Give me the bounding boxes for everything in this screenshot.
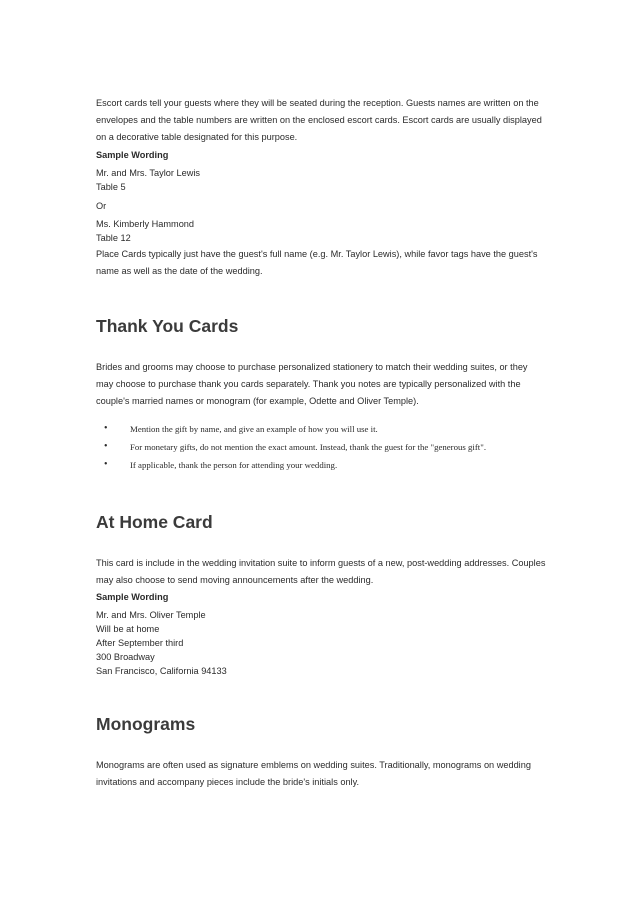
address-line: 300 Broadway bbox=[96, 652, 155, 662]
section-heading: Monograms bbox=[96, 714, 196, 734]
document-page bbox=[96, 95, 546, 791]
address-line: Mr. and Mrs. Oliver Temple bbox=[96, 610, 206, 620]
monograms-body: Monograms are often used as signature emblems on wedding suites. Traditionally, monograms on wedding invitations and accompany pieces include the bride's initials only. bbox=[96, 760, 531, 787]
or-text: Or bbox=[96, 201, 107, 211]
thank-you-body: Brides and grooms may choose to purchase personalized stationery to match their wedding suites, or they may choose to purchase thank you cards separately. Thank you notes are typically personalized with the couple's married names or monogram (for example, Odette and Oliver Temple). bbox=[96, 362, 528, 406]
sample-wording-label: Sample Wording bbox=[96, 150, 169, 160]
escort-sample-1 bbox=[96, 166, 546, 194]
bullet-icon: • bbox=[104, 459, 108, 470]
list-item: • Mention the gift by name, and give an example of how you will use it. bbox=[104, 420, 546, 438]
thank-you-list bbox=[96, 420, 546, 474]
address-line: San Francisco, California 94133 bbox=[96, 666, 227, 676]
address-line: Will be at home bbox=[96, 624, 160, 634]
section-heading: Thank You Cards bbox=[96, 316, 239, 336]
sample-name: Mr. and Mrs. Taylor Lewis bbox=[96, 168, 200, 178]
sample-name: Ms. Kimberly Hammond bbox=[96, 219, 195, 229]
list-item: • If applicable, thank the person for attending your wedding. bbox=[104, 456, 546, 474]
escort-intro: Escort cards tell your guests where they will be seated during the reception. Guests names are written on the envelopes and the table numbers are written on the enclosed escort cards. Escort cards are usually displayed on a decorative table designated for this purpose. bbox=[96, 98, 542, 142]
escort-sample-2 bbox=[96, 217, 546, 245]
at-home-body: This card is include in the wedding invitation suite to inform guests of a new, post-wedding addresses. Couples may also choose to send moving announcements after the wedding. bbox=[96, 558, 546, 585]
at-home-sample bbox=[96, 608, 546, 678]
section-heading: At Home Card bbox=[96, 512, 213, 532]
place-cards-text: Place Cards typically just have the guest's full name (e.g. Mr. Taylor Lewis), while favor tags have the guest's name as well as the date of the wedding. bbox=[96, 249, 538, 276]
sample-table: Table 5 bbox=[96, 182, 126, 192]
bullet-icon: • bbox=[104, 423, 108, 434]
address-line: After September third bbox=[96, 638, 184, 648]
sample-wording-label: Sample Wording bbox=[96, 592, 169, 602]
bullet-icon: • bbox=[104, 441, 108, 452]
list-item: • For monetary gifts, do not mention the exact amount. Instead, thank the guest for the "generous gift". bbox=[104, 438, 546, 456]
sample-table: Table 12 bbox=[96, 233, 131, 243]
